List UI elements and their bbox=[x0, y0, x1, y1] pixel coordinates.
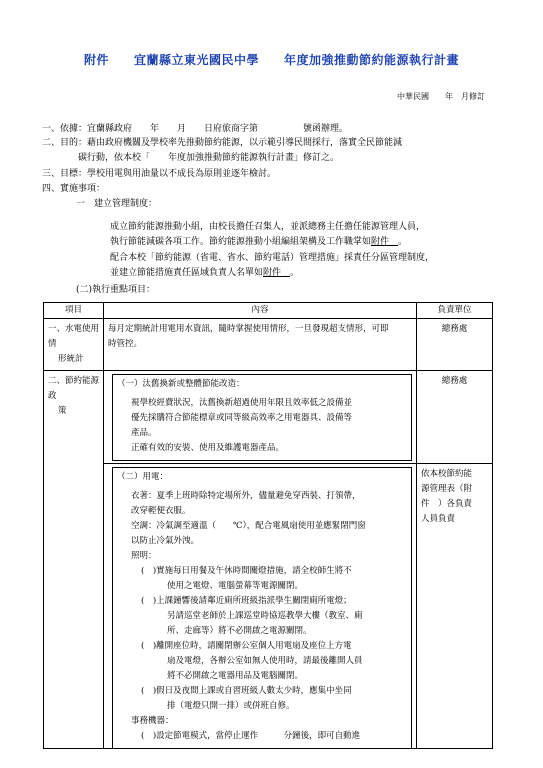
subitem-box-replacement: （一）汰舊換新或整體節能改造： 視學校經費狀況，汰舊換新超過使用年限且效率低之設備並 優先採購符合節能標章或同等級高效率之用電器具、設備等 產品。 正確有效的安裝、使用及維護電器產品。 bbox=[112, 374, 412, 461]
paragraph-committee-line2: 執行節能減碳各項工作。節約能源推動小組編組架構及工作職掌如附件 。 bbox=[110, 237, 408, 247]
row-unit: 依本校節約能 源管理表（附 件 ）各負責 人員負責 bbox=[417, 464, 493, 749]
section-purpose-line2: 碳行動，依本校「 年度加強推動節約能源執行計畫」修訂之。 bbox=[78, 153, 340, 163]
row-content bbox=[104, 371, 417, 464]
section-goal: 三、目標：學校用電與用油量以不成長為原則並逐年檢討。 bbox=[42, 169, 277, 179]
section-implementation: 四、實施事項： bbox=[42, 184, 106, 194]
attachment-link[interactable]: 附件 bbox=[371, 237, 399, 247]
section-basis: 一、依據：宜蘭縣政府 年 月 日府旅商字第 號函辦理。 bbox=[42, 124, 349, 134]
document-title: 附件 宜蘭縣立東光國民中學 年度加強推動節約能源執行計畫 bbox=[83, 53, 459, 67]
row-unit: 總務處 bbox=[417, 371, 493, 464]
subsection-management: 一 建立管理制度： bbox=[76, 199, 158, 209]
subitem-box-electricity: （二）用電： 衣著：夏季上班時除特定場所外，儘量避免穿西裝、打領帶， 改穿輕便衣服。 空調：冷氣調至適溫（ ℃），配合電風扇使用並應緊閉門窗 以防止冷氣外洩。 照明： ( )實施每日用餐及午休時間關燈措施，請全校師生將不 使用之電燈、電腦螢幕等電源關閉。 ( )上課鐘響後請鄰近廁所班級指派學生關閉廁所電燈； 另請巡堂老師於上課巡堂時協巡教學大樓（教室、廁 所、走廊等）將不必開啟之電源關閉。 ( )離開座位時，請關閉辦公室個人用電扇及座位上方電 扇及電燈，各辦公室如無人使用時，請最後離開人員 將不必開啟之電器用品及電腦關閉。 ( )假日及夜間上課或自習班級人數太少時，應集中坐同 排（電燈只開一排）或併班自修。 事務機器： ( )設定節電模式，當停止運作 分鐘後，即可自動進 bbox=[112, 467, 412, 748]
subsection-key-items: (二)執行重點項目： bbox=[76, 285, 156, 295]
section-purpose-line1: 二、目的：藉由政府機關及學校率先推動節約能源，以示範引導民間採行，落實全民節能減 bbox=[42, 138, 403, 148]
row-unit: 總務處 bbox=[417, 319, 493, 371]
header-item: 項目 bbox=[44, 303, 104, 319]
row-item: 二、節約能源政 策 bbox=[44, 371, 104, 749]
paragraph-zones-line2: 並建立節能措施責任區域負責人名單如附件 。 bbox=[110, 268, 300, 278]
header-content: 內容 bbox=[104, 303, 417, 319]
table-row bbox=[44, 319, 493, 371]
paragraph-committee-line1: 成立節約能源推動小組，由校長擔任召集人，並派總務主任擔任能源管理人員， bbox=[110, 222, 426, 232]
paragraph-zones-line1: 配合本校「節約能源（省電、省水、節約電話）管理措施」採責任分區管理制度， bbox=[110, 253, 435, 263]
table-row bbox=[44, 371, 493, 464]
table-header-row bbox=[44, 303, 493, 319]
key-items-table bbox=[43, 302, 493, 749]
revision-date: 中華民國 年 月修訂 bbox=[397, 92, 485, 101]
row-content bbox=[104, 464, 417, 749]
attachment-link[interactable]: 附件 bbox=[263, 268, 291, 278]
table-row bbox=[44, 464, 493, 749]
header-unit: 負責單位 bbox=[417, 303, 493, 319]
row-item: 一、水電使用情 形統計 bbox=[44, 319, 104, 371]
row-content: 每月定期統計用電用水資訊，隨時掌握使用情形，一旦發現超支情形，可即 時管控。 bbox=[104, 319, 417, 371]
